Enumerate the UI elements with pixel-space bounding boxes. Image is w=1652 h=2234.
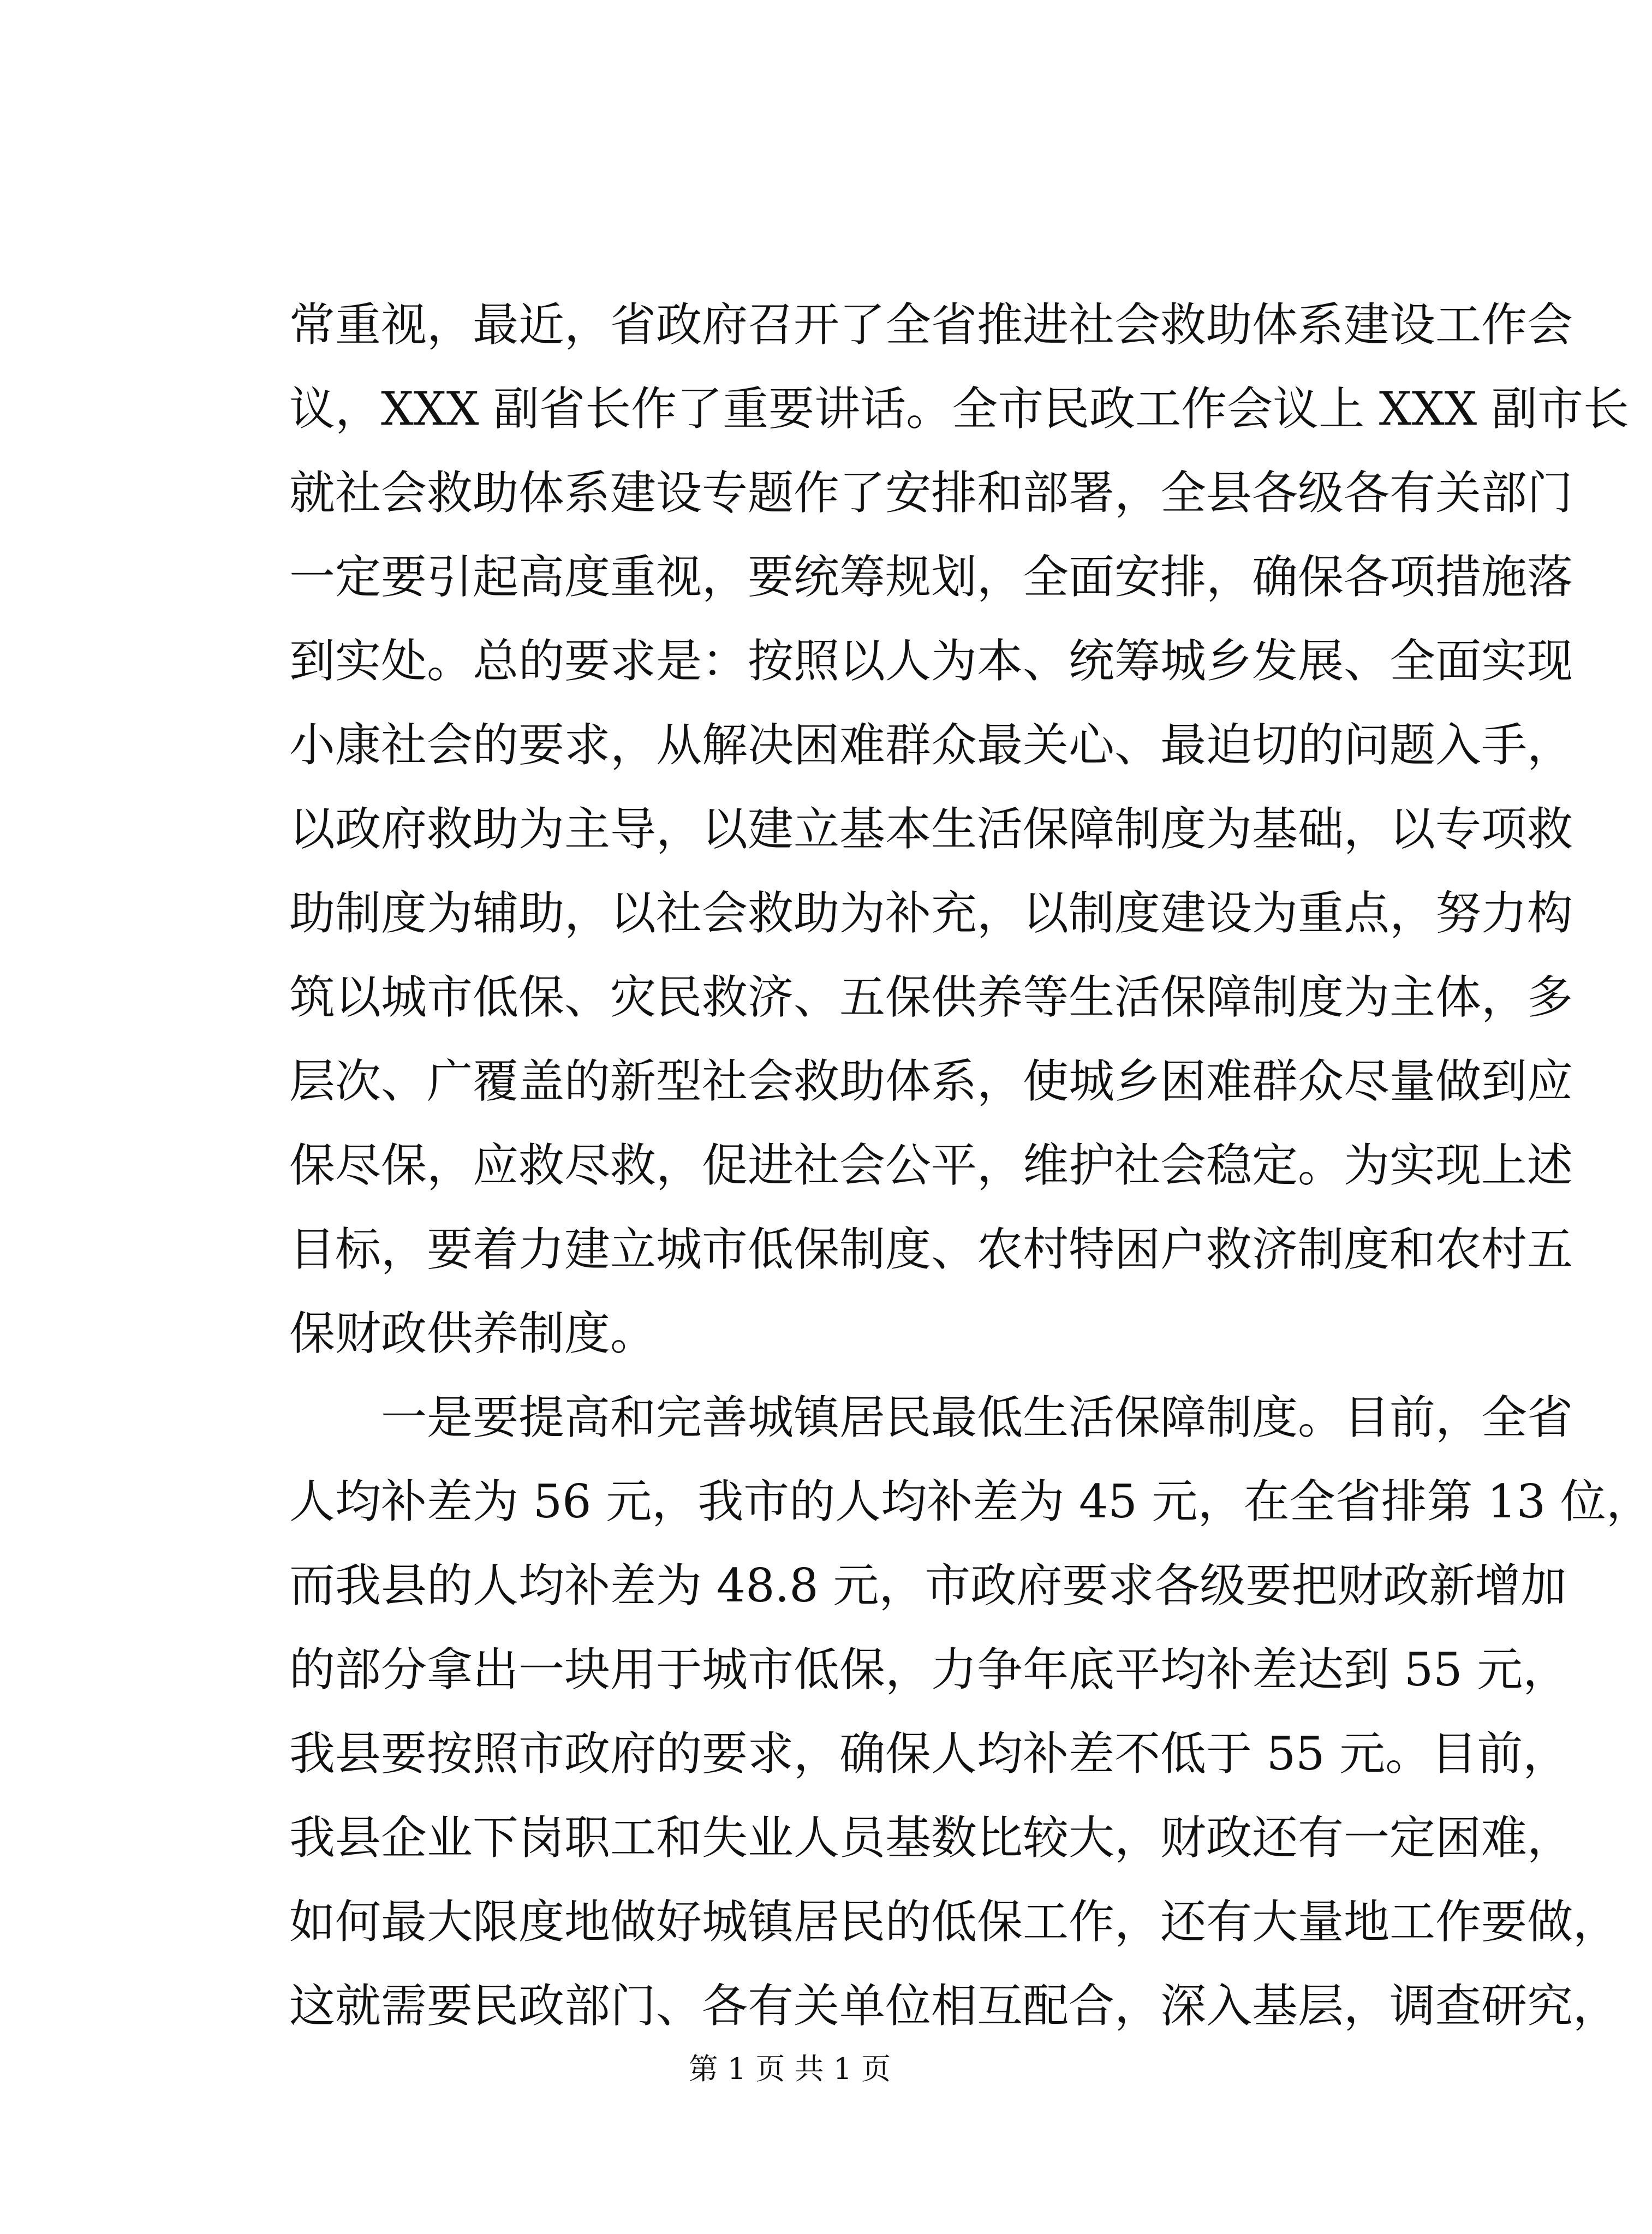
text-line: 而我县的人均补差为 48.8 元，市政府要求各级要把财政新增加	[289, 1559, 1567, 1612]
text-line: 我县企业下岗职工和失业人员基数比较大，财政还有一定困难，	[289, 1811, 1573, 1864]
body-text	[289, 283, 1652, 2048]
text-line: 我县要按照市政府的要求，确保人均补差不低于 55 元。目前，	[289, 1727, 1569, 1780]
page-footer: 第 1 页 共 1 页	[688, 2052, 891, 2086]
text-line: 就社会救助体系建设专题作了安排和部署，全县各级各有关部门	[289, 466, 1573, 520]
text-line: 这就需要民政部门、各有关单位相互配合，深入基层，调查研究，	[289, 1979, 1619, 2033]
text-line: 一定要引起高度重视，要统筹规划，全面安排，确保各项措施落	[289, 550, 1573, 604]
text-line: 小康社会的要求，从解决困难群众最关心、最迫切的问题入手，	[289, 718, 1573, 772]
text-line: 议，XXX 副省长作了重要讲话。全市民政工作会议上 XXX 副市长	[289, 382, 1629, 436]
text-line: 到实处。总的要求是：按照以人为本、统筹城乡发展、全面实现	[289, 634, 1573, 688]
text-line: 保尽保，应救尽救，促进社会公平，维护社会稳定。为实现上述	[289, 1139, 1573, 1192]
text-line: 常重视，最近，省政府召开了全省推进社会救助体系建设工作会	[289, 298, 1573, 352]
text-line: 筑以城市低保、灾民救济、五保供养等生活保障制度为主体，多	[289, 970, 1573, 1024]
text-line: 如何最大限度地做好城镇居民的低保工作，还有大量地工作要做，	[289, 1895, 1619, 1949]
text-line: 人均补差为 56 元，我市的人均补差为 45 元，在全省排第 13 位，	[289, 1475, 1652, 1528]
text-line: 保财政供养制度。	[289, 1307, 657, 1360]
text-line: 助制度为辅助，以社会救助为补充，以制度建设为重点，努力构	[289, 886, 1573, 940]
text-line: 层次、广覆盖的新型社会救助体系，使城乡困难群众尽量做到应	[289, 1055, 1573, 1108]
text-line: 目标，要着力建立城市低保制度、农村特困户救济制度和农村五	[289, 1223, 1573, 1276]
text-line: 以政府救助为主导，以建立基本生活保障制度为基础，以专项救	[289, 802, 1573, 856]
paragraph-2	[289, 1375, 1652, 2048]
text-line: 一是要提高和完善城镇居民最低生活保障制度。目前，全省	[381, 1391, 1573, 1444]
text-line: 的部分拿出一块用于城市低保，力争年底平均补差达到 55 元，	[289, 1643, 1569, 1696]
paragraph-1	[289, 283, 1629, 1375]
